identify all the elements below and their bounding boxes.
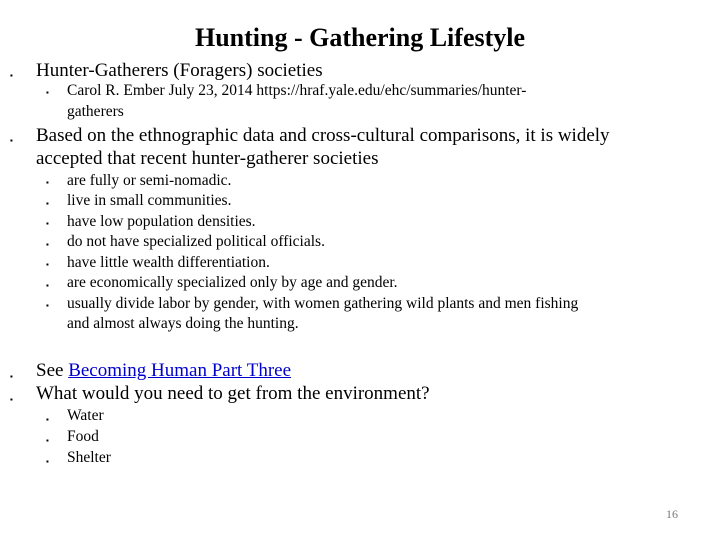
sub-bullet-icon: ▪ — [46, 301, 49, 310]
point-see-link — [36, 359, 706, 382]
trait-item: do not have specialized political officials. — [67, 233, 325, 250]
point-environment-question: What would you need to get from the environment? — [36, 383, 430, 404]
bullet-icon: ▪ — [10, 372, 13, 381]
bullet-icon: ▪ — [10, 71, 13, 80]
trait-item: have little wealth differentiation. — [67, 254, 270, 271]
trait-item: have low population densities. — [67, 213, 256, 230]
sub-bullet-icon: ▪ — [46, 415, 49, 424]
sub-bullet-icon: ▪ — [46, 178, 49, 187]
bullet-icon: ▪ — [10, 136, 13, 145]
becoming-human-link[interactable]: Becoming Human Part Three — [68, 360, 292, 381]
page-number: 16 — [666, 507, 678, 521]
bullet-icon: ▪ — [10, 395, 13, 404]
sub-bullet-icon: ▪ — [46, 436, 49, 445]
trait-item-continuation: and almost always doing the hunting. — [67, 315, 299, 332]
sub-bullet-icon: ▪ — [46, 240, 49, 249]
need-item-water: Water — [67, 407, 104, 424]
citation-line-2: gatherers — [67, 103, 124, 120]
trait-item: are economically specialized only by age and gender. — [67, 274, 398, 291]
slide-title: Hunting - Gathering Lifestyle — [194, 23, 526, 52]
citation-line-1: Carol R. Ember July 23, 2014 https://hraf.yale.edu/ehc/summaries/hunter- — [67, 82, 527, 99]
trait-item: live in small communities. — [67, 192, 232, 209]
sub-bullet-icon: ▪ — [46, 281, 49, 290]
trait-item: are fully or semi-nomadic. — [67, 172, 232, 189]
point-ethnographic-line-1: Based on the ethnographic data and cross-cultural comparisons, it is widely — [36, 125, 610, 146]
sub-bullet-icon: ▪ — [46, 457, 49, 466]
sub-bullet-icon: ▪ — [46, 199, 49, 208]
sub-bullet-icon: ▪ — [46, 219, 49, 228]
need-item-food: Food — [67, 428, 99, 445]
need-item-shelter: Shelter — [67, 449, 111, 466]
sub-bullet-icon: ▪ — [46, 260, 49, 269]
see-prefix: See — [36, 360, 69, 381]
sub-bullet-icon: ▪ — [46, 88, 49, 97]
trait-item: usually divide labor by gender, with women gathering wild plants and men fishing — [67, 295, 579, 312]
point-hunter-gatherers: Hunter-Gatherers (Foragers) societies — [36, 60, 323, 81]
point-ethnographic-line-2: accepted that recent hunter-gatherer societies — [36, 148, 379, 169]
